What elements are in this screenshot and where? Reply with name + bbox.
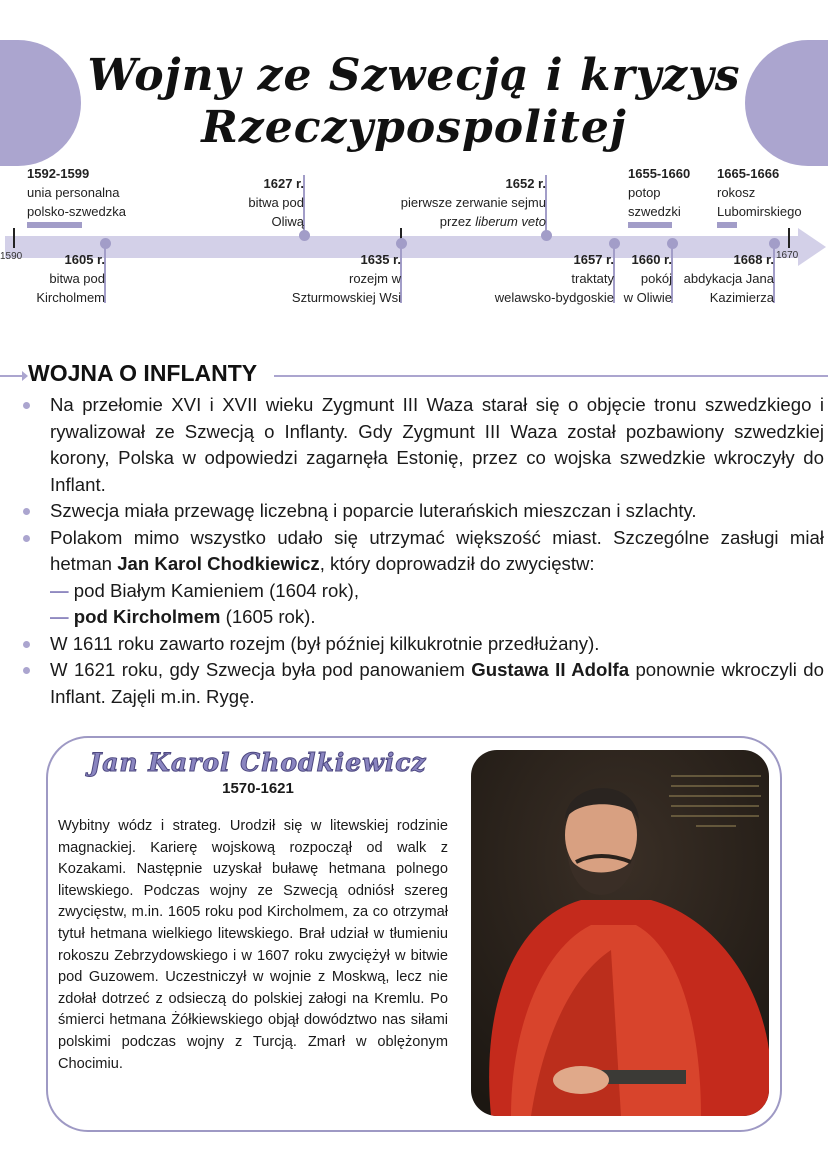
event-date: 1652 r. [505,176,546,191]
event-desc-italic: liberum veto [475,214,546,229]
event-desc: abdykacja Jana [683,271,774,286]
event-desc: Szturmowskiej Wsi [291,290,401,305]
page-title-line1: Wojny ze Szwecją i kryzys [87,50,741,101]
event-dot [299,230,310,241]
event-desc: Lubomirskiego [717,204,802,219]
timeline-end-tick [788,228,790,248]
portrait-image [471,750,769,1116]
heading-arrow-line [0,375,24,377]
bullet-text: Polakom mimo wszystko udało się utrzymać większość miast. Szczególne zasługi miał hetman [50,526,824,574]
event-desc: Oliwą [271,214,304,229]
event-desc: bitwa pod [248,195,304,210]
bullet-text: W 1611 roku zawarto rozejm (był później kilkukrotnie przedłużany). [50,632,600,654]
event-date: 1627 r. [263,176,304,191]
bullet-text: W 1621 roku, gdy Szwecja była pod panowaniem [50,659,472,680]
section-heading: WOJNA O INFLANTY [28,360,258,386]
event-span-bar [717,222,737,228]
timeline-end-label: 1670 [776,250,799,261]
event-desc: bitwa pod [49,271,105,286]
event-desc: Kazimierza [709,290,774,305]
bio-years: 1570-1621 [222,780,294,797]
timeline-start-label: 1590 [0,251,23,262]
bio-name: Jan Karol Chodkiewicz [89,748,427,777]
event-desc: Kircholmem [36,290,105,305]
timeline-event [624,250,672,307]
bullet-bold: Jan Karol Chodkiewicz [117,553,320,574]
list-item [50,631,824,658]
timeline-event [36,250,105,307]
sub-item-text: pod Białym Kamieniem [73,579,264,601]
event-desc: w Oliwie [623,290,672,305]
event-desc: traktaty [571,271,614,286]
sub-item-bold: pod Kircholmem [73,606,221,627]
list-item [50,392,824,498]
timeline-event [248,174,304,231]
event-date: 1660 r. [631,252,672,267]
event-desc: szwedzki [628,204,681,219]
bullet-list [50,392,824,710]
timeline-event [684,250,774,307]
timeline-event [292,250,401,307]
timeline-event [628,164,690,221]
event-date: 1657 r. [573,252,614,267]
event-desc: rozejm w [348,271,401,286]
heading-rule [274,375,828,377]
timeline-start-tick [13,228,15,248]
event-desc: pierwsze zerwanie sejmu [400,195,546,210]
event-date: 1655-1660 [628,166,691,181]
page-title-line2: Rzeczypospolitej [201,102,627,153]
sub-item-text: (1605 rok). [220,606,316,627]
event-date: 1635 r. [360,252,401,267]
event-desc: unia personalna [27,185,120,200]
list-item [50,657,824,710]
dash-icon: — [50,606,69,627]
event-date: 1668 r. [733,252,774,267]
timeline-event [717,164,802,221]
event-desc: polsko-szwedzka [27,204,126,219]
timeline-event [401,174,546,231]
dash-icon: — [50,579,69,601]
event-desc: potop [628,185,661,200]
bullet-text: Na przełomie XVI i XVII wieku Zygmunt III Waza starał się o objęcie tronu szwedzkiego i rywalizował ze Szwecją o Inflanty. Gdy Zygmunt III Waza został pozbawiony szwedzkiej korony, Polska w odpowiedzi zagarnęła Estonię, przez co wojska szwedzkie wkroczyły do Inflant. [50,394,824,495]
portrait-painting [471,750,769,1116]
bullet-text: , który doprowadził do zwycięstw: [319,553,595,574]
event-span-bar [27,222,82,228]
timeline-event [495,250,614,307]
event-date: 1665-1666 [717,166,780,181]
bullet-bold: Gustawa II Adolfa [471,659,630,680]
event-span-bar [628,222,672,228]
list-item [50,498,824,525]
bullet-text: Szwecja miała przewagę liczebną i poparcie luterańskich mieszczan i szlachty. [50,500,697,521]
bio-text: Wybitny wódz i strateg. Urodził się w litewskiej rodzinie magnackiej. Karierę wojskową rozpoczął od walk z Kozakami. Następnie uzyskał buławę hetmana polnego litewskiego. Podczas wojny ze Szwecją odniósł szereg zwycięstw, m.in. 1605 roku pod Kircholmem, za co otrzymał tytuł hetmana wielkiego litewskiego. Brał udział w tłumieniu rokoszu Zebrzydowskiego i w 1607 roku zwyciężył w bitwie pod Guzowem. Uczestniczył w wojnie z Moskwą, lecz nie zdołał dotrzeć z odsieczą do polskiej załogi na Kremlu. Po śmierci hetmana Żółkiewskiego objął dowództwo nas siłami polskimi podczas wojny z Turcją. Zmarł w oblężonym Chocimiu. [58,818,448,1072]
timeline-event [27,164,126,221]
event-desc: rokosz [717,185,756,200]
event-desc: przez [439,214,472,229]
event-date: 1605 r. [64,252,105,267]
sub-item-text: (1604 rok), [263,579,359,601]
list-item [50,525,824,578]
event-dot [541,230,552,241]
event-date: 1592-1599 [27,166,90,181]
timeline-arrowhead [798,228,826,266]
bullet-text: ponownie wkroczyli do Inflant. Zajęli m.in. Rygę. [50,659,824,707]
sub-item [50,578,824,605]
event-desc: welawsko-bydgoskie [494,290,614,305]
event-desc: pokój [640,271,672,286]
sub-item [50,604,824,631]
